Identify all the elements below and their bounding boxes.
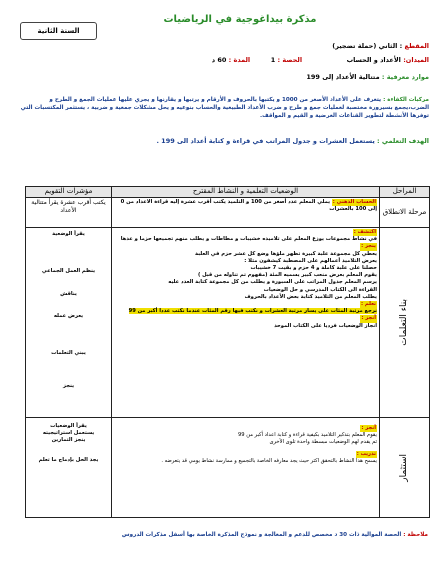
stage-launch: مرحلة الانطلاق <box>380 198 430 228</box>
indicator-item: ينجز التمارين <box>51 437 86 444</box>
stage-build <box>380 228 430 418</box>
activity-text: انجاز الوضعيات فرديا على الكتاب الموحد <box>274 322 377 329</box>
note-label: ملاحظة : <box>403 532 428 538</box>
competencies-label: مركبات الكفاءة : <box>383 97 429 103</box>
table-row <box>26 228 430 418</box>
table-row <box>26 198 430 228</box>
learn-tag: تعلم : <box>361 301 376 308</box>
session-value: 1 <box>270 56 276 64</box>
activity-text: يرسم المعلم جدول المراتب على السبورة و يطلب من كل مجموعة كتابة العدد عليه <box>168 279 377 286</box>
indicators-header: مؤشرات التقويم <box>26 187 112 198</box>
learned-rule: نرجع مرتبة المئات على يسار مرتبة العشرات و نكتب فيها رقم المئات عندما نكتب عددا أكبر من 99 <box>128 308 377 315</box>
school-year-box: السنة الثانية <box>20 22 97 40</box>
competencies-value: يتعرف على الأعداد الأصغر من 1000 و يكتبها بالحروف و الأرقام و يرتبها و يقارنها و يجري عليها عمليات الجمع و الطرح و الضرب،يجمع بسيرورة مختصبة لعمليات جمع و طرح و ضرب الأعداد الطبيعية والحساب بنوعيه و يحل مشكلات جمعية و ضربية ، يستثمر المكتسبات التي توفرها الأنشطة لتطوير القناعات العرضية و القيم و المواقف. <box>20 97 429 119</box>
activities-header: الوضعيات التعلمية و النشاط المقترح <box>112 187 380 198</box>
do-tag: ينجز : <box>361 243 376 250</box>
competencies-block <box>17 96 429 120</box>
activity-text: في نشاط مجموعات يوزع المعلم على تلاميذه خشيبات و مطاطات و يطلب منهم تجميعها حزما و عدها <box>120 236 377 243</box>
note-text: الحصة الموالية ذات 30 د مخصص للدعم و المعالجة و نموذج المذكرة الخاصة بها أسفل مذكرات الدروس <box>121 532 402 538</box>
indicator-item: يجد الحل بإدماج ما تعلم <box>38 456 99 463</box>
lesson-table <box>25 186 430 518</box>
activity-text: ثم يقدم لهم الوضعيات مبسطة واحدة تلوى الأخرى <box>269 439 377 446</box>
activity-text: يعرض التلاميذ أعمالهم على المصطبة كيشفون مثلا : <box>244 257 377 264</box>
indicator-item: يبني التعلمات <box>51 349 86 356</box>
activity-text: يعطي كل مجموعة علبة كبيرة تظهر ملؤها وضع كل عشر حزم في العلبة <box>194 250 377 257</box>
stage-invest <box>380 418 430 518</box>
indicator-item: يعرض عمله <box>53 312 84 319</box>
table-header-row <box>26 187 430 198</box>
domain-value: الأعداد و الحساب <box>346 56 401 64</box>
objective-line <box>19 137 429 146</box>
session-label: الحصة : <box>277 56 303 64</box>
indicators-invest <box>26 418 112 518</box>
stages-header: المراحل <box>380 187 430 198</box>
stage-invest-label: استثمار <box>398 453 409 482</box>
training-tag: تدريب : <box>356 450 376 457</box>
indicator-item: ينظم العمل الجماعي <box>41 268 96 275</box>
indicator-item: ينجز <box>62 383 75 390</box>
activity-build <box>112 228 380 418</box>
objective-label: الهدف التعلمي : <box>377 137 429 145</box>
activity-text: القراءة الى الكتاب المدرسي و حل الوضعيات <box>263 286 377 293</box>
domain-line <box>19 56 429 65</box>
resource-line <box>19 73 429 82</box>
footer-note <box>24 532 428 538</box>
activity-invest <box>112 418 380 518</box>
mental-math-text: يملي المعلم عدد أصغر من 100 و التلميذ يكتب أقرب عشرة إليه قراءة الاعداد من 0 إلى 100 بالعشرات <box>120 199 377 213</box>
segment-line: المقطع : الثاني (حملة تضجير) <box>332 42 429 50</box>
indicator-item: يناقش <box>60 291 77 298</box>
objective-value: يستعمل العشرات و جدول المراتب في قراءة و كتابة أعداد الى 199 . <box>156 137 375 145</box>
duration-value: 60 د <box>211 56 227 64</box>
resource-label: موارد معرفية : <box>381 73 429 81</box>
activity-launch <box>112 198 380 228</box>
achieve-tag: أنجز : <box>361 425 376 431</box>
activity-text: يطلب المعلم من التلاميذ كتابة بعض الأعداد بالحروف <box>244 293 377 300</box>
stage-build-label: بناء التعلمات <box>398 299 409 346</box>
segment-label: المقطع <box>404 42 429 50</box>
activity-text: يقوم المعلم بعرض منعب كبير يسميه المئة (مفهوم تم تناوله من قبل ) <box>197 272 377 279</box>
activity-text: يسمح هذا النشاط بالتحقق اكثر حيث يجد معارفه الخاصة بالتجميع و ممارسة نشاط يومي قد يتعرضه . <box>161 457 377 464</box>
table-row <box>26 418 430 518</box>
indicator-item: يقرأ الوضعية <box>52 231 85 237</box>
duration-label: المدة : <box>228 56 251 64</box>
segment-value: الثاني (حملة تضجير) <box>332 42 398 50</box>
indicator-item: يقرأ الوضعيات <box>50 423 87 429</box>
activity-text: حصلنا على علبة كاملة و 4 حزم و بقيت 7 خشيبات <box>250 265 377 272</box>
discover-tag: اكتشف : <box>353 229 376 235</box>
resource-value: متتالية الأعداد إلى 199 <box>306 73 380 81</box>
activity-text: يقوم المعلم بتذكير التلاميذ بكيفية قراءة و كتابة اعداد أكبر من 99 <box>238 432 377 439</box>
indicator-launch: يكتب أقرب عشرة يقرأ متتالية الأعداد <box>26 198 112 228</box>
mental-math-tag: الحساب الذهني : <box>332 199 376 205</box>
domain-label: الميدان: <box>403 56 429 64</box>
page-title: مذكرة بيداغوجية في الرياضيات <box>163 14 317 25</box>
indicator-item: يستعمل استراتيجيته <box>42 430 95 437</box>
indicators-build <box>26 228 112 418</box>
achieve-tag: أنجز : <box>361 315 376 322</box>
